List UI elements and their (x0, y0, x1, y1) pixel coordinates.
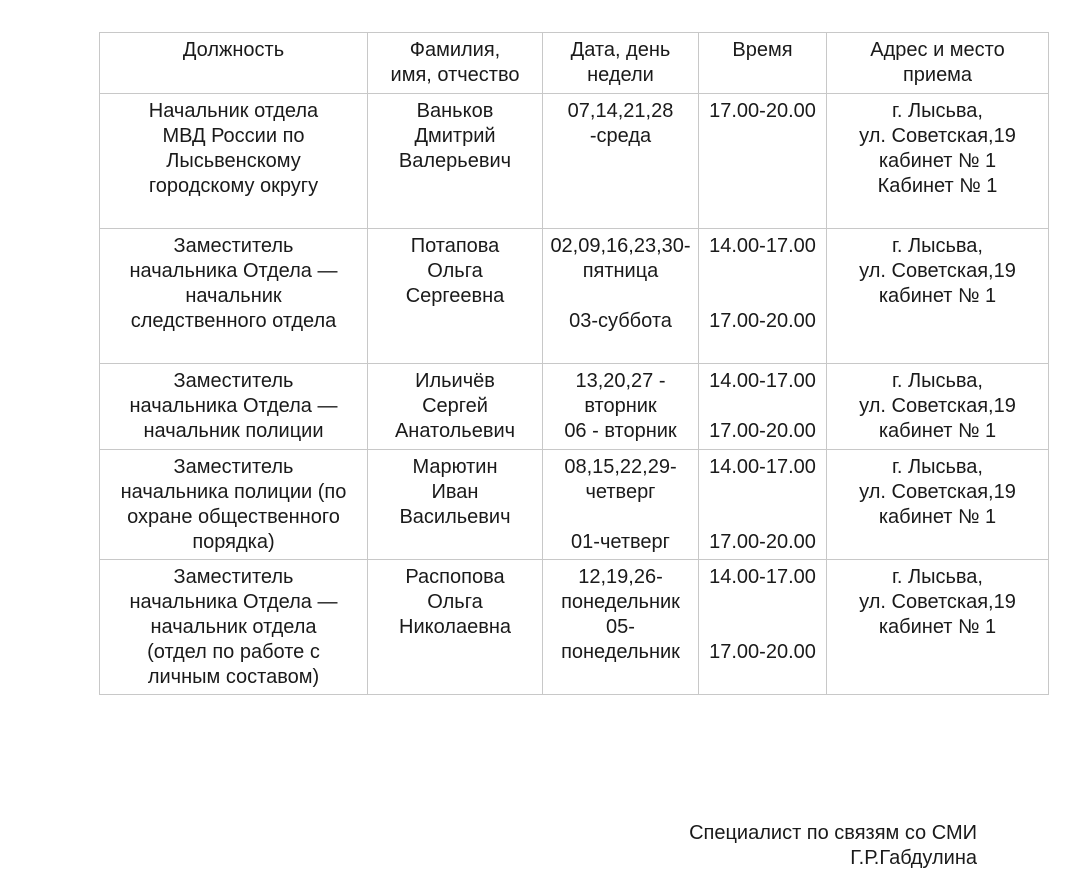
cell-address: г. Лысьва, ул. Советская,19 кабинет № 1 (827, 450, 1049, 560)
cell-date: 13,20,27 - вторник 06 - вторник (543, 364, 699, 450)
header-date: Дата, день недели (543, 33, 699, 94)
reception-schedule-table (99, 32, 1049, 695)
cell-date: 02,09,16,23,30- пятница 03-суббота (543, 229, 699, 364)
cell-name: Марютин Иван Васильевич (368, 450, 543, 560)
header-address: Адрес и место приема (827, 33, 1049, 94)
cell-position: Заместитель начальника полиции (по охране общественного порядка) (100, 450, 368, 560)
cell-time: 14.00-17.00 17.00-20.00 (699, 364, 827, 450)
header-time: Время (699, 33, 827, 94)
table-row (100, 229, 1049, 364)
cell-name: Ильичёв Сергей Анатольевич (368, 364, 543, 450)
cell-position: Заместитель начальника Отдела — начальник следственного отдела (100, 229, 368, 364)
cell-address: г. Лысьва, ул. Советская,19 кабинет № 1 Кабинет № 1 (827, 94, 1049, 229)
table-row (100, 450, 1049, 560)
cell-date: 12,19,26- понедельник 05- понедельник (543, 560, 699, 695)
table-row (100, 364, 1049, 450)
header-name: Фамилия, имя, отчество (368, 33, 543, 94)
cell-time: 17.00-20.00 (699, 94, 827, 229)
cell-name: Потапова Ольга Сергеевна (368, 229, 543, 364)
cell-time: 14.00-17.00 17.00-20.00 (699, 560, 827, 695)
table-row (100, 560, 1049, 695)
cell-name: Ваньков Дмитрий Валерьевич (368, 94, 543, 229)
header-position: Должность (100, 33, 368, 94)
cell-date: 08,15,22,29- четверг 01-четверг (543, 450, 699, 560)
cell-time: 14.00-17.00 17.00-20.00 (699, 229, 827, 364)
cell-position: Начальник отдела МВД России по Лысьвенскому городскому округу (100, 94, 368, 229)
signature-role: Специалист по связям со СМИ (689, 822, 977, 844)
cell-address: г. Лысьва, ул. Советская,19 кабинет № 1 (827, 229, 1049, 364)
cell-position: Заместитель начальника Отдела — начальник полиции (100, 364, 368, 450)
cell-date: 07,14,21,28 -среда (543, 94, 699, 229)
cell-position: Заместитель начальника Отдела — начальник отдела (отдел по работе с личным составом) (100, 560, 368, 695)
cell-address: г. Лысьва, ул. Советская,19 кабинет № 1 (827, 364, 1049, 450)
signature-name: Г.Р.Габдулина (850, 847, 977, 869)
cell-address: г. Лысьва, ул. Советская,19 кабинет № 1 (827, 560, 1049, 695)
cell-name: Распопова Ольга Николаевна (368, 560, 543, 695)
table-row (100, 94, 1049, 229)
table-header-row (100, 33, 1049, 94)
signature-block (689, 821, 977, 871)
cell-time: 14.00-17.00 17.00-20.00 (699, 450, 827, 560)
